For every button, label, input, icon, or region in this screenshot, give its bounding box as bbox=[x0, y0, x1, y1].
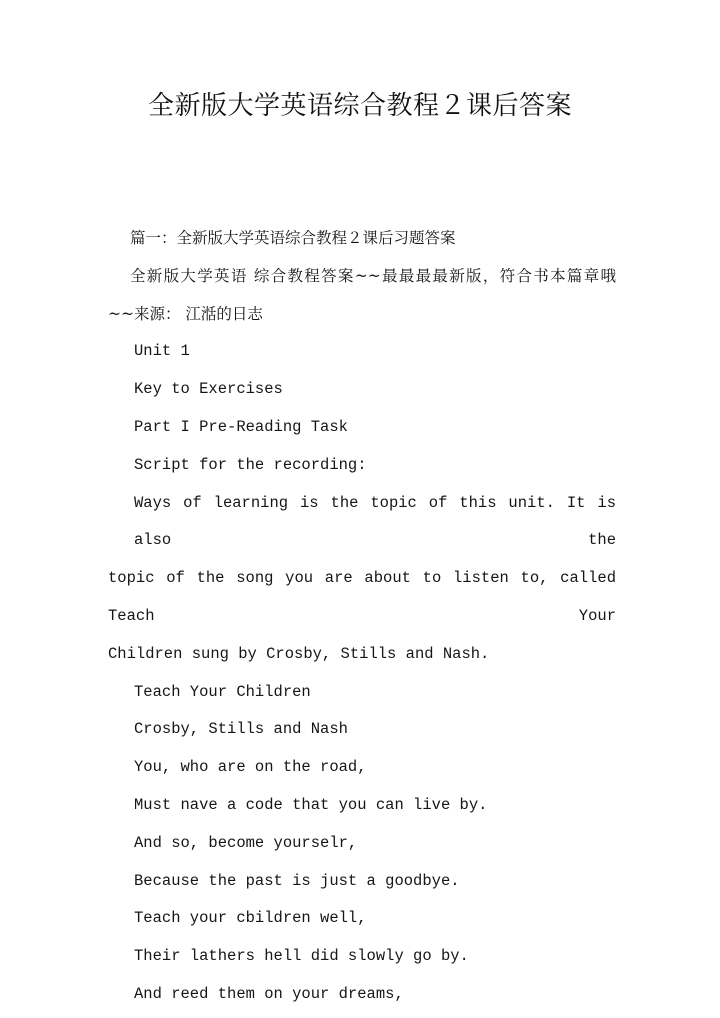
paragraph-section-heading: 篇一：全新版大学英语综合教程２课后习题答案 bbox=[130, 229, 456, 247]
lyric-line: And so, become yourselr, bbox=[134, 833, 358, 852]
lyric-line: And reed them on your dreams, bbox=[134, 984, 404, 1003]
paragraph-part-heading: Part I Pre-Reading Task bbox=[134, 417, 348, 436]
lyric-line: Teach your cbildren well, bbox=[134, 909, 367, 928]
lyric-line: Because the past is just a goodbye. bbox=[134, 871, 460, 890]
paragraph-ways-line-2: topic of the song you are about to listen to, called Teach Your bbox=[108, 569, 616, 625]
lyric-line: Must nave a code that you can live by. bbox=[134, 795, 488, 814]
document-body bbox=[108, 220, 616, 1014]
paragraph-script-heading: Script for the recording: bbox=[134, 455, 367, 474]
paragraph-unit: Unit 1 bbox=[134, 342, 190, 361]
lyric-line: Their lathers hell did slowly go by. bbox=[134, 947, 469, 966]
paragraph-intro-line-1: 全新版大学英语 综合教程答案~~最最最最新版，符合书本篇章哦 bbox=[130, 266, 616, 285]
song-artists: Crosby, Stills and Nash bbox=[134, 720, 348, 739]
document-title: 全新版大学英语综合教程２课后答案 bbox=[147, 91, 572, 121]
paragraph-ways-line-1: Ways of learning is the topic of this unit. It is also the bbox=[134, 493, 616, 550]
song-title: Teach Your Children bbox=[134, 682, 311, 701]
paragraph-ways-line-3: Children sung by Crosby, Stills and Nash. bbox=[108, 644, 490, 663]
paragraph-intro-line-2: ~~来源： 江湉的日志 bbox=[108, 304, 263, 323]
paragraph-key-to-exercises: Key to Exercises bbox=[134, 380, 283, 399]
lyric-line: You, who are on the road, bbox=[134, 758, 367, 777]
